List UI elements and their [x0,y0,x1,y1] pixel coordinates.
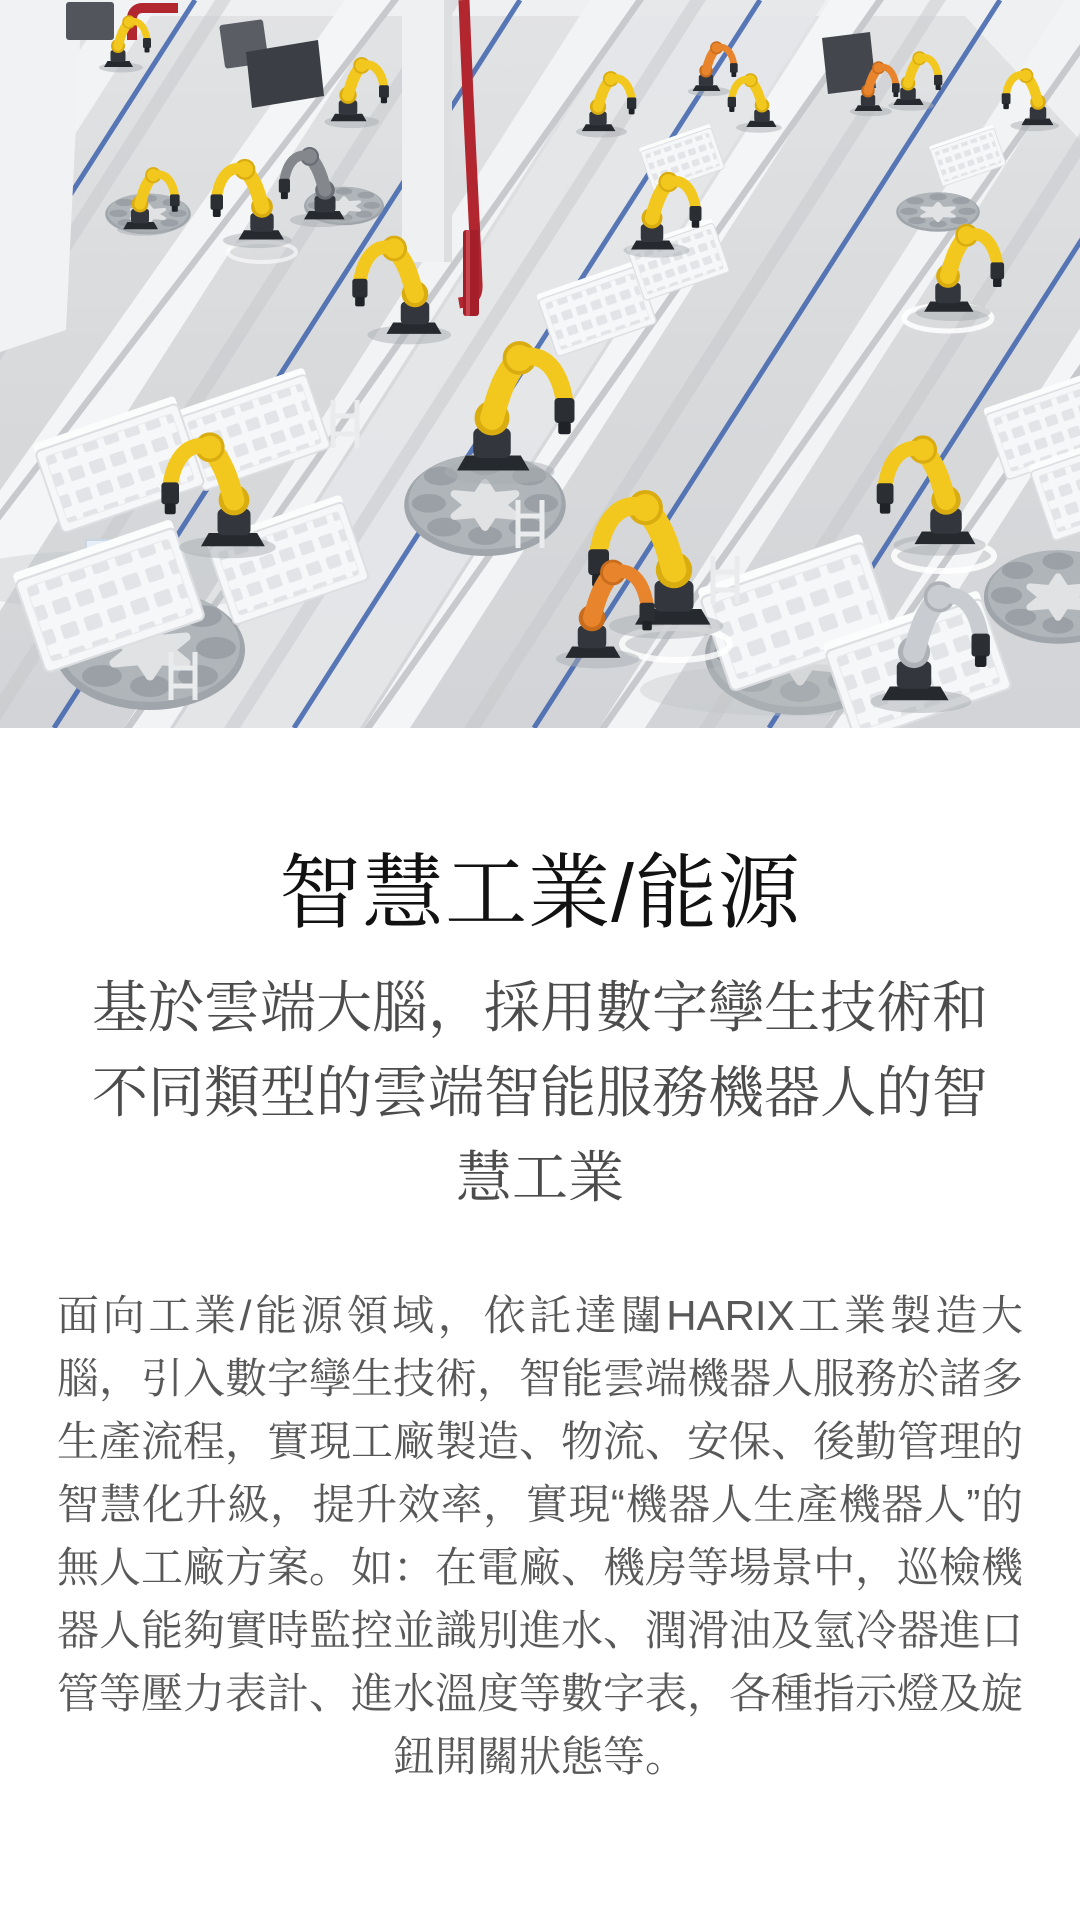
section-smart-industry [0,846,1080,1788]
center-column [402,0,450,262]
section-body: 面向工業/能源領域，依託達闥HARIX工業製造大腦，引入數字孿生技術，智能雲端機器人服務於諸多生產流程，實現工廠製造、物流、安保、後勤管理的智慧化升級，提升效率，實現“機器人生產機器人”的無人工廠方案。如：在電廠、機房等場景中，巡檢機器人能夠實時監控並識別進水、潤滑油及氫冷器進口管等壓力表計、進水溫度等數字表，各種指示燈及旋鈕開關狀態等。 [57,1292,1024,1781]
hero-video-still [0,0,1080,728]
section-title: 智慧工業/能源 [279,848,801,939]
factory-illustration [0,0,1080,728]
section-subtitle: 基於雲端大腦，採用數字孿生技術和不同類型的雲端智能服務機器人的智慧工業 [92,975,988,1209]
